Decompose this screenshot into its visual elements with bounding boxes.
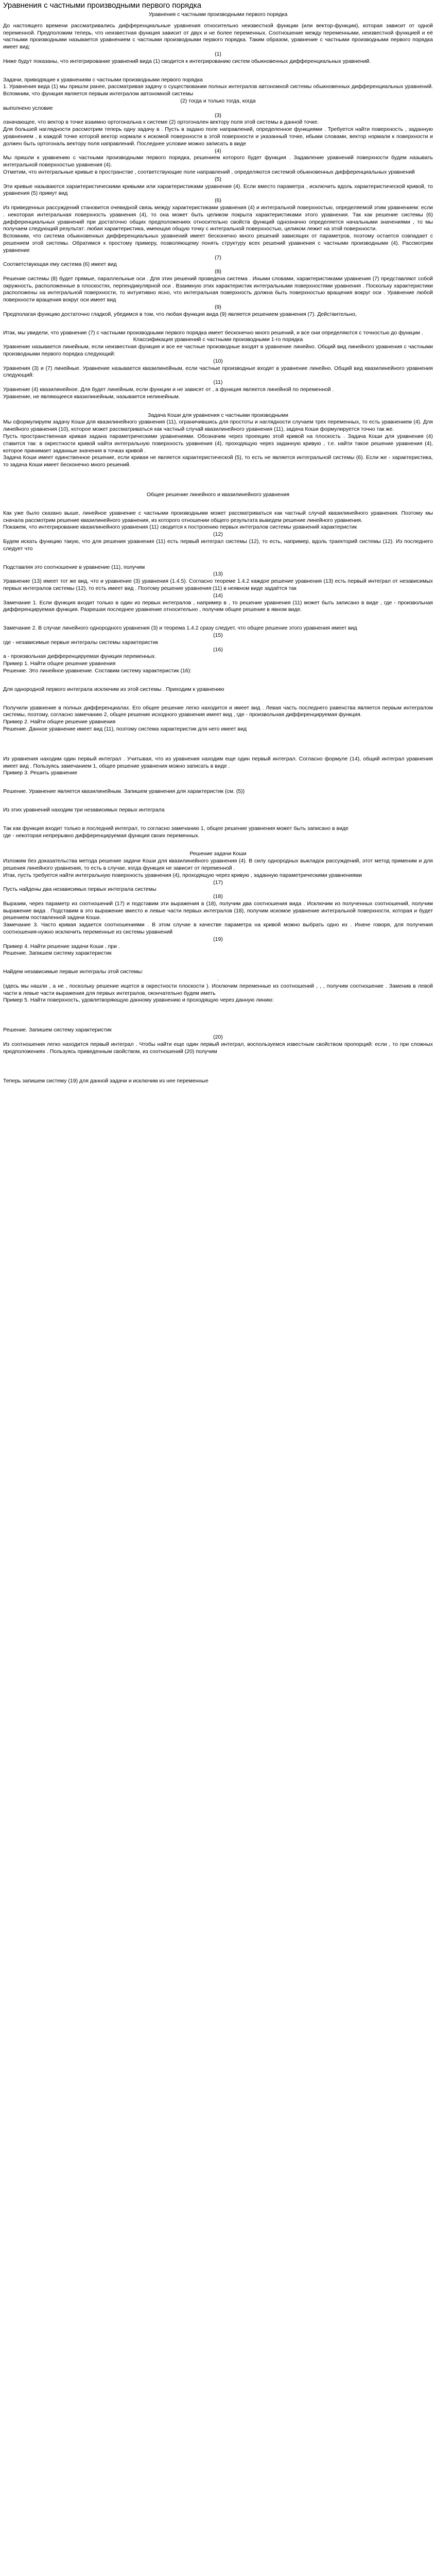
paragraph: Решение. Запишем систему характеристик [3, 1027, 112, 1033]
paragraph: Пример 4. Найти решение задачи Коши , при . [3, 943, 120, 950]
paragraph: Будем искать функцию такую, что для решения уравнения (11) есть первый интеграл системы (12), то есть, например, вдоль траекторий системы (12). Из последнего следует что [3, 538, 433, 552]
paragraph: Предполагая функцию достаточно гладкой, убедимся в том, что любая функция вида (9) является решением уравнения (7). Действительно, [3, 311, 357, 317]
paragraph: Найдем независимые первые интегралы этой системы: [3, 969, 144, 975]
paragraph: Уравнение (4) квазилинейное. Для будет линейным, если функции и не зависят от , а функция является линейной по переменной . [3, 386, 334, 393]
formula-gap [3, 744, 433, 756]
formula-gap [3, 614, 433, 625]
paragraph: Замечание 2. В случае линейного однородного уравнения (3) и теорема 1.4.2 сразу следует, что общее решение этого уравнения имеет вид [3, 625, 357, 632]
centered-line: (5) [215, 176, 221, 182]
centered-line: (2) тогда и только тогда, когда [180, 97, 256, 104]
paragraph: Так как функция входит только в последний интеграл, то согласно замечанию 1, общее решение уравнения может быть записано в виде [3, 825, 348, 832]
paragraph: Отметим, что интегральные кривые в пространстве , соответствующие поле направлений , определяются системой обыкновенных дифференциальных уравнений [3, 168, 415, 175]
paragraph: Итак, мы увидели, что уравнение (7) с частными производными первого порядка имеет бесконечно много решений, и все они определяются с точностью до функции . [3, 329, 423, 336]
centered-line: Решение задачи Коши [189, 851, 247, 857]
paragraph: Замечание 1. Если функция входит только в один из первых интегралов , например в , то решение уравнения (11) может быть записано в виде , где - произвольная дифференцируемая функция. Разрешая последнее уравнение относительно , получим общее решение в явном виде. [3, 599, 433, 613]
formula-gap [3, 1015, 433, 1027]
paragraph: Пусть найдены два независимых первых интеграла системы [3, 886, 156, 893]
centered-line: Общее решение линейного и квазилинейного уравнения [146, 492, 290, 498]
paragraph: Из приведенных рассуждений становится очевидной связь между характеристиками уравнения (4) и интегральной поверхностью, определяемой этим уравнением: если . некоторая интегральная поверхность уравнения (4), то она может быть целиком покрыта характеристиками этого уравнения. Так как решение системы (6) дифференциальных уравнений при достаточно общих предположениях относительно свойств функций однозначно определяется начальными значениями , то мы получаем следующий результат: любая характеристика, имеющая общую точку с интегральной поверхностью, целиком лежит на этой поверхности. [3, 204, 433, 232]
centered-line: (7) [215, 254, 221, 261]
paragraph: Решение. Уравнение является квазилинейным. Запишем уравнения для характеристик (см. (5)) [3, 788, 245, 795]
paragraph: Пример 2. Найти общее решение уравнения [3, 719, 116, 725]
paragraph: Мы сформулируем задачу Коши для квазилинейного уравнения (11), ограничившись для простоты и наглядности случаем трех переменных, то есть уравнением (4). Для линейного уравнения (10), которое может рассматриваться как частный случай квазилинейного уравнения (11), задача Коши формулируется точно так же. [3, 419, 433, 433]
paragraph: Уравнения (3) и (7) линейные. Уравнение называется квазилинейным, если частные производные входят в уравнение линейно. Общий вид квазилинейного уравнения следующий: [3, 365, 433, 379]
paragraph: Задачи, приводящие к уравнениям с частными производными первого порядка [3, 76, 203, 83]
centered-line: (13) [213, 571, 223, 578]
formula-gap [3, 675, 433, 686]
centered-line: (18) [213, 893, 223, 900]
paragraph: а - произвольная дифференцируемая функция переменных. [3, 653, 156, 660]
formula-gap [3, 499, 433, 510]
paragraph: Уравнение называется линейным, если неизвестная функция и все ее частные производные входят в уравнение линейно. Общий вид линейного уравнения с частными производными первого порядка следующий: [3, 344, 433, 358]
formula-gap [3, 1055, 433, 1066]
centered-line: (8) [215, 268, 221, 275]
formula-gap [3, 777, 433, 788]
centered-line: (11) [213, 379, 223, 386]
paragraph: Эти кривые называются характеристическими кривыми или характеристиками уравнения (4). Если вместо параметра , исключить вдоль характеристической кривой, то уравнения (5) примут вид [3, 183, 433, 197]
paragraph: Пример 5. Найти поверхность, удовлетворяющую данному уравнению и проходящую через данную линию: [3, 997, 274, 1004]
centered-line: (6) [215, 197, 221, 204]
paragraph: Соответствующая ему система (6) имеет вид [3, 261, 117, 268]
paragraph: означающее, что вектор в точке взаимно ортогональна к системе (2) ортогонален вектору поля этой системы в данной точке. [3, 119, 319, 126]
paragraph: Вспомним, что система обыкновенных дифференциальных уравнений имеет бесконечно много решений зависящих от параметров, поэтому остается совпадает с решением этой системы. Обратимся к простому примеру, позволяющему понять структуру всех решений уравнения с частными производными (4). Рассмотрим уравнение [3, 233, 433, 253]
formula-gap [3, 814, 433, 825]
formula-gap [3, 1066, 433, 1078]
paragraph: Из этих уравнений находим три независимых первых интеграла [3, 806, 165, 813]
paragraph: (здесь мы нашли , а не , поскольку решение ищется в окрестности плоскости ). Исключим переменные из соотношений , , , получим соотношение . Заменив в левой части в левые части выражения для первых интегралов, окончательно будем иметь [3, 982, 433, 996]
paragraph: Как уже было сказано выше, линейное уравнение с частными производными может рассматриваться как частный случай квазилинейного уравнения. Поэтому мы сначала рассмотрим решение квазилинейного уравнения, из которого отношении общего результата выведем решение линейного уравнения. [3, 510, 433, 523]
formula-gap [3, 318, 433, 330]
paragraph: Из уравнения находим один первый интеграл . Учитывая, что из уравнения находим еще один первый интеграл. Согласно формуле (14), общий интеграл уравнения имеет вид . Пользуясь замечанием 1, общее решение уравнения можно записать в виде . [3, 755, 433, 769]
paragraph: Покажем, что интегрирование квазилинейного уравнения (11) сводится к построению первых интегралов системы уравнений характеристик [3, 524, 357, 531]
paragraph: Итак, пусть требуется найти интегральную поверхность уравнения (4), проходящую через кривую , заданную параметрическими уравнениями [3, 872, 362, 878]
formula-gap [3, 733, 433, 744]
formula-gap [3, 693, 433, 705]
centered-line: . [217, 976, 219, 982]
centered-line: (1) [215, 50, 221, 57]
centered-line: (19) [213, 936, 223, 942]
paragraph: Изложим без доказательства метода решение задачи Коши для квазилинейного уравнения (4). В силу однородных выкладок рассуждений, этот метод применим и для решения линейного уравнения, то есть в случае, когда функция не зависит от переменной . [3, 858, 433, 871]
centered-line: (3) [215, 112, 221, 118]
paragraph: Пример 3. Решить уравнение [3, 770, 78, 776]
paragraph: Ниже будут показаны, что интегрирование уравнений вида (1) сводится к интегрированию систем обыкновенных дифференциальных уравнений. [3, 58, 371, 64]
paragraph: Пример 1. Найти общее решение уравнения [3, 660, 116, 667]
formula-gap [3, 469, 433, 480]
paragraph: Теперь запишем систему (19) для данной задачи и исключим из нее переменные [3, 1078, 208, 1084]
centered-line: (20) [213, 1034, 223, 1041]
paragraph: Решение. Это линейное уравнение. Составим систему характеристик (16): [3, 667, 192, 674]
paragraph: Уравнение (13) имеет тот же вид, что и уравнение (3) уравнения (1.4.5). Согласно теореме 1.4.2 каждое решение уравнения (13) есть первый интеграл от независимых первых интегралов системы (12), то есть имеет вид . Поэтому решение уравнения (11) в неявном виде задаётся так [3, 578, 433, 591]
paragraph: Получили уравнение в полных дифференциалах. Его общее решение легко находится и имеет вид . Левая часть последнего равенства является первым интегралом системы, поэтому, согласно замечанию 2, общее решение исходного уравнения имеет вид , где - произвольная дифференцируемая функция. [3, 704, 433, 718]
document-body [3, 23, 433, 1085]
centered-line: Классификация уравнений с частными производными 1-го порядка [133, 336, 303, 343]
paragraph: 1. Уравнения вида (1) мы пришли ранее, рассматривая задачу о существовании полных интегралов автономной системы обыкновенных дифференциальных уравнений. Вспомним, что функция является первым интегралом автономной системы [3, 83, 433, 97]
formula-gap [3, 480, 433, 492]
paragraph: Из соотношения легко находится первый интеграл . Чтобы найти еще один первый интеграл, воспользуемся известным свойством пропорций: если , то при сложных предположениях . Пользуясь приведенным свойством, из соотношений (20) получим [3, 1041, 433, 1055]
formula-gap [3, 1004, 433, 1015]
formula-gap [3, 401, 433, 412]
paragraph: Решение системы (8) будет прямые, параллельные оси . Для этих решений проведена система . Иными словами, характеристиками уравнения (7) представляют собой окружность, расположенные в плоскостях, перпендикулярной оси . Взаимную этих характеристик интегральными поверхностями уравнения . Поскольку характеристики расположены на интегральной поверхности, то интуитивно ясно, что интегральная поверхность должна быть поверхностью вращения вокруг оси . Уравнение любой поверхности вращения вокруг оси имеет вид [3, 275, 433, 303]
centered-line: (4) [215, 147, 221, 154]
formula-gap [3, 553, 433, 564]
formula-gap [3, 839, 433, 851]
paragraph: Решение. Данное уравнение имеет вид (11), поэтому система характеристик для него имеет вид [3, 725, 247, 732]
centered-line: (15) [213, 632, 223, 638]
document-page [0, 0, 436, 1090]
paragraph: Уравнение, не являющееся квазилинейным, называется нелинейным. [3, 393, 180, 400]
centered-line: (14) [213, 592, 223, 599]
page-subtitle: Уравнения с частными производными первого порядка [148, 11, 288, 18]
paragraph: где - некоторая непрерывно дифференцируемая функция своих переменных. [3, 832, 200, 839]
paragraph: Мы пришли к уравнению с частными производными первого порядка, решением которого будет функция . Задавление уравнений поверхности будем называть интегральной поверхностью уравнения (4). [3, 155, 433, 168]
centered-line: (12) [213, 531, 223, 538]
centered-line: (16) [213, 646, 223, 653]
paragraph: Решение. Запишем систему характеристик [3, 950, 112, 957]
paragraph: Пусть пространственная кривая задана параметрическими уравнениями. Обозначим через проекцию этой кривой на плоскость . Задача Коши для уравнения (4) ставится так: в окрестности кривой найти интегральную поверхность уравнения (4), проходящую через заданную кривую , т.е. найти такое решение уравнения (4), которое принимает заданные значения в точках кривой . [3, 433, 433, 454]
paragraph: выполнено условие [3, 105, 53, 111]
centered-line: (10) [213, 358, 223, 364]
paragraph: До настоящего времени рассматривались дифференциальные уравнения относительно неизвестной функции (или вектор-функции), которая зависит от одной переменной. Предположим теперь, что неизвестная функция зависит от двух и не более переменных. Соотношение между переменными, неизвестной функцией и её частными производными называется уравнением с частными производными первого порядка. Таким образом, уравнение с частными производными первого порядка имеет вид: [3, 22, 433, 50]
paragraph: Задача Коши имеет единственное решение, если кривая не является характеристической (5), то есть не является интегральной системы (6). Если же - характеристика, то задача Коши имеет бесконечно много решений. [3, 454, 433, 468]
centered-line: (9) [215, 304, 221, 311]
paragraph: Подставляя это соотношение в уравнение (11), получим [3, 564, 145, 570]
paragraph: где - независимые первые интегралы системы характеристик [3, 639, 159, 646]
centered-line: (17) [213, 879, 223, 886]
centered-line: Задача Коши для уравнения с частными производными [147, 412, 288, 418]
page-title: Уравнения с частными производными первого порядка [3, 1, 202, 10]
paragraph: Замечание 3. Часто кривая задается соотношениями . В этом случае в качестве параметра на кривой можно выбрать одно из . Иначе говоря, для получения соотношения-нужно исключить переменные из системы уравнений [3, 922, 433, 936]
formula-gap [3, 957, 433, 969]
paragraph: Выразим, через параметр из соотношений (17) и подставим эти выражения в (18), получим два соотношения вида . Исключим из полученных соотношений, получим выражение вида . Подставим в это выражение вместо и левые части первых интегралов (18), получим искомое уравнение интегральной поверхности, которая и будет решением поставленной задачи Коши. [3, 900, 433, 921]
formula-gap [3, 65, 433, 77]
formula-gap [3, 795, 433, 807]
paragraph: Для однородной первого интеграла исключим из этой системы . Приходим к уравнению [3, 686, 224, 692]
paragraph: Для большей наглядности рассмотрим теперь одну задачу в . Пусть в задано поле направлений, определенное функциями . Требуется найти поверхность , заданную уравнением , в каждой точке которой вектор нормали к искомой поверхности в этой поверхности и указанный точке, ибыми словами, вектор нормали к поверхности и должен быть ортогональ вектору поля направлений. Последнее условие можно записать в виде [3, 126, 433, 147]
